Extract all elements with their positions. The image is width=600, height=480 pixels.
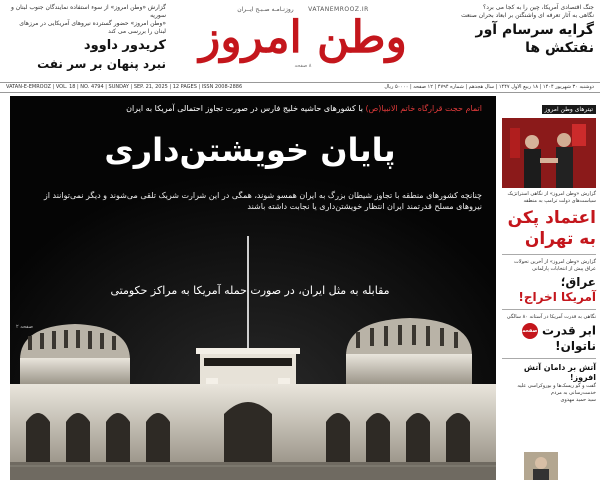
handshake-image: [502, 118, 596, 188]
left-teaser-headline-1: کریدور داوود: [83, 38, 166, 53]
right-teaser[interactable]: [444, 4, 594, 56]
right-teaser-headline-2: نفتکش ها: [525, 40, 594, 56]
power-teaser-summary: نگاهی به قدرت آمریکا در آستانه ۸۰ سالگی: [506, 314, 596, 320]
side-section-tag: تیترهای وطن امروز: [542, 105, 596, 114]
brand-url: VATANEMROOZ.IR: [308, 6, 369, 13]
power-headline-2[interactable]: ناتوان!: [555, 339, 596, 353]
issue-info-latin: VATAN-E-EMROOZ | VOL. 18 | NO. 4794 | SUNDAY | SEP. 21, 2025 | 12 PAGES | ISSN 2008-2886: [6, 84, 243, 90]
newspaper-brand: [168, 0, 438, 88]
left-teaser[interactable]: [6, 4, 166, 72]
side-divider-3: [502, 358, 596, 359]
side-column: [502, 96, 596, 480]
main-story[interactable]: [10, 96, 496, 480]
side-headline-1[interactable]: اعتماد پکن: [507, 208, 596, 228]
iraq-headline-red[interactable]: آمریکا اخراج!: [518, 290, 596, 304]
footer-summary: گفت و گو ریسک‌ها و بوروکراسی علیه خدمت‌رسانی به مردم: [517, 383, 596, 396]
leaders-handshake-photo[interactable]: [502, 118, 596, 188]
newspaper-logo: وطن امروز: [199, 12, 407, 63]
side-divider-2: [502, 309, 596, 310]
right-teaser-headline-1: گرایه سرسام آور: [475, 22, 594, 38]
power-headline-1-text: ابر قدرت: [541, 323, 596, 338]
edition-line: ۸ صفحه: [294, 63, 312, 69]
story-subheadline: مقابله به مثل ایران، در صورت حمله آمریکا به مراکز حکومتی: [110, 284, 390, 297]
footer-byline: سید حمید مهدوی: [560, 397, 596, 403]
avatar-image: [524, 452, 558, 480]
story-lede: چنانچه کشورهای منطقه با تجاوز شیطان بزرگ به ایران همسو شوند، همگی در این شرارت شریک تلقی می‌شوند و دیگر نمی‌توانند از نیروهای مسلح قدرتمند ایران انتظار خویشتن‌داری یا نجابت داشته باشند: [43, 191, 482, 211]
right-teaser-line-1: جنگ اقتصادی آمریکا، چین را به کجا می برد؟: [483, 4, 594, 11]
kicker-rest: با کشورهای حاشیه خلیج فارس در صورت تجاوز احتمالی آمریکا به ایران: [126, 104, 366, 113]
columnist-avatar: [524, 452, 558, 480]
iraq-teaser-summary: گزارش «وطن امروز» از آخرین تحولات عراق پیش از انتخابات پارلمانی: [514, 259, 596, 272]
issue-info-persian: دوشنبه ۳۰ شهریور ۱۴۰۴ | ۱۸ ربیع الاول ۱۴۴۷ | سال هجدهم | شماره ۴۷۹۴ | ۱۲ صفحه | ۵۰۰۰۰ ریال: [384, 84, 594, 90]
brand-tagline: روزنـامـه صـبـح ایــران: [237, 6, 294, 13]
issue-info-bar: [0, 82, 600, 93]
page-reference: صفحه ۲: [16, 324, 33, 330]
kicker-red: اتمام حجت قرارگاه خاتم الانبیا(ص): [365, 104, 482, 113]
power-headline-1[interactable]: [502, 323, 596, 339]
right-teaser-line-2: نگاهی به آثار تعرفه ای واشنگتن بر ابعاد بحران صنعت: [461, 12, 594, 19]
main-headline: پایان خویشتن‌داری: [104, 131, 396, 169]
side-divider-1: [502, 254, 596, 255]
left-teaser-line-1: گزارش «وطن امروز» از سوء استفاده نمایندگان جنوب لبنان و سوریه: [10, 4, 166, 19]
footer-headline[interactable]: آتش بر دامان آتش افروز!: [523, 363, 596, 382]
side-photo-caption: گزارش «وطن امروز» از نگاهی استراتژیک سیاست‌های دولت ترامپ به منطقه: [507, 191, 596, 204]
page-badge: صفحه: [522, 323, 538, 339]
story-kicker: [22, 104, 482, 113]
left-teaser-headline-2: نبرد پنهان بر سر نفت: [37, 57, 166, 71]
iraq-headline[interactable]: عراق؛: [560, 275, 596, 289]
side-headline-2[interactable]: به تهران: [524, 229, 596, 249]
left-teaser-line-2: «وطن امروز» حضور گسترده نیروهای آمریکایی در مرزهای لبنان را بررسی می کند: [19, 20, 166, 35]
masthead: [0, 0, 600, 88]
